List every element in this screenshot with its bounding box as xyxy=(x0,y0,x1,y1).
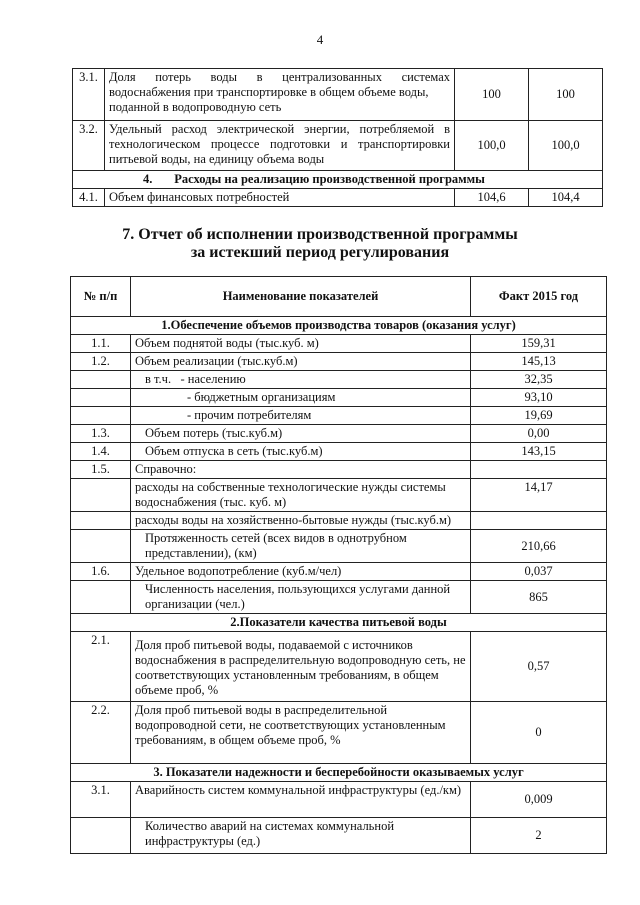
row-name: - прочим потребителям xyxy=(131,407,471,425)
row-value: 14,17 xyxy=(471,479,607,512)
table-row xyxy=(71,530,607,563)
row-value: 19,69 xyxy=(471,407,607,425)
row-number: 4.1. xyxy=(73,189,105,207)
row-name: в т.ч. - населению xyxy=(131,371,471,389)
row-number xyxy=(71,389,131,407)
row-value: 0,009 xyxy=(471,782,607,818)
header-num: № п/п xyxy=(71,277,131,317)
row-value: 2 xyxy=(471,818,607,854)
section-row xyxy=(73,171,603,189)
row-name: Количество аварий на системах коммунальной инфраструктуры (ед.) xyxy=(131,818,471,854)
row-name: Объем финансовых потребностей xyxy=(105,189,455,207)
row-value: 32,35 xyxy=(471,371,607,389)
table-row xyxy=(71,512,607,530)
row-number: 3.2. xyxy=(73,121,105,171)
row-name: Аварийность систем коммунальной инфраструктуры (ед./км) xyxy=(131,782,471,818)
row-number: 1.1. xyxy=(71,335,131,353)
row-number: 1.6. xyxy=(71,563,131,581)
main-table xyxy=(70,276,607,854)
row-name: Объем реализации (тыс.куб.м) xyxy=(131,353,471,371)
row-value: 210,66 xyxy=(471,530,607,563)
row-number xyxy=(71,581,131,614)
section-row xyxy=(71,317,607,335)
row-number xyxy=(71,818,131,854)
row-number: 3.1. xyxy=(73,69,105,121)
row-value: 159,31 xyxy=(471,335,607,353)
row-number xyxy=(71,512,131,530)
section-title: 7. Отчет об исполнении производственной программы за истекший период регулирования xyxy=(122,226,518,261)
row-name: Доля потерь воды в централизованных системах водоснабжения при транспортировке в общем объеме воды, поданной в водопроводную сеть xyxy=(105,69,455,121)
section-heading: 3. Показатели надежности и бесперебойности оказываемых услуг xyxy=(71,764,607,782)
section-heading: 4. Расходы на реализацию производственной программы xyxy=(73,171,603,189)
row-value xyxy=(471,461,607,479)
table-row xyxy=(71,335,607,353)
table-row xyxy=(71,479,607,512)
row-value: 0 xyxy=(471,702,607,764)
row-name: расходы воды на хозяйственно-бытовые нужды (тыс.куб.м) xyxy=(131,512,471,530)
table-row xyxy=(71,818,607,854)
row-name: Объем потерь (тыс.куб.м) xyxy=(131,425,471,443)
row-name: Объем отпуска в сеть (тыс.куб.м) xyxy=(131,443,471,461)
row-name: Объем поднятой воды (тыс.куб. м) xyxy=(131,335,471,353)
table-row xyxy=(71,443,607,461)
table-row xyxy=(71,371,607,389)
header-row xyxy=(71,277,607,317)
row-number xyxy=(71,530,131,563)
row-value-fact: 100 xyxy=(529,69,603,121)
table-row xyxy=(71,782,607,818)
section-heading: 1.Обеспечение объемов производства товаров (оказания услуг) xyxy=(71,317,607,335)
row-number: 2.2. xyxy=(71,702,131,764)
row-number: 3.1. xyxy=(71,782,131,818)
row-value-fact: 100,0 xyxy=(529,121,603,171)
page-number: 4 xyxy=(316,32,324,47)
row-value xyxy=(471,512,607,530)
table-row xyxy=(71,407,607,425)
row-number xyxy=(71,371,131,389)
row-value: 0,57 xyxy=(471,632,607,702)
table-row xyxy=(71,389,607,407)
row-value: 143,15 xyxy=(471,443,607,461)
row-name: Доля проб питьевой воды в распределительной водопроводной сети, не соответствующих установленным требованиям, в общем объеме проб, % xyxy=(131,702,471,764)
row-value-plan: 100 xyxy=(455,69,529,121)
row-number: 1.5. xyxy=(71,461,131,479)
row-value: 145,13 xyxy=(471,353,607,371)
table-row xyxy=(71,353,607,371)
table-row xyxy=(71,632,607,702)
section-row xyxy=(71,764,607,782)
header-fact: Факт 2015 год xyxy=(471,277,607,317)
row-value-plan: 100,0 xyxy=(455,121,529,171)
row-name: - бюджетным организациям xyxy=(131,389,471,407)
row-name: Доля проб питьевой воды, подаваемой с источников водоснабжения в распределительную водопроводную сеть, не соответствующих установленным требованиям, в общем объеме проб, % xyxy=(131,632,471,702)
table-row xyxy=(71,702,607,764)
table-row xyxy=(73,69,603,121)
row-value-plan: 104,6 xyxy=(455,189,529,207)
row-name: Удельное водопотребление (куб.м/чел) xyxy=(131,563,471,581)
row-name: расходы на собственные технологические нужды системы водоснабжения (тыс. куб. м) xyxy=(131,479,471,512)
row-number: 2.1. xyxy=(71,632,131,702)
row-number: 1.4. xyxy=(71,443,131,461)
row-number xyxy=(71,407,131,425)
row-name: Протяженность сетей (всех видов в однотрубном представлении), (км) xyxy=(131,530,471,563)
row-name: Численность населения, пользующихся услугами данной организации (чел.) xyxy=(131,581,471,614)
table-row xyxy=(71,581,607,614)
top-table xyxy=(72,68,603,207)
row-value: 865 xyxy=(471,581,607,614)
row-number: 1.3. xyxy=(71,425,131,443)
section-row xyxy=(71,614,607,632)
row-number: 1.2. xyxy=(71,353,131,371)
table-row xyxy=(73,121,603,171)
row-name: Справочно: xyxy=(131,461,471,479)
row-value: 0,037 xyxy=(471,563,607,581)
table-row xyxy=(71,461,607,479)
row-name: Удельный расход электрической энергии, потребляемой в технологическом процессе подготовки и транспортировки питьевой воды, на единицу объема воды xyxy=(105,121,455,171)
row-value: 93,10 xyxy=(471,389,607,407)
row-number xyxy=(71,479,131,512)
row-value-fact: 104,4 xyxy=(529,189,603,207)
section-heading: 2.Показатели качества питьевой воды xyxy=(71,614,607,632)
row-value: 0,00 xyxy=(471,425,607,443)
table-row xyxy=(71,425,607,443)
header-name: Наименование показателей xyxy=(131,277,471,317)
table-row xyxy=(71,563,607,581)
table-row xyxy=(73,189,603,207)
